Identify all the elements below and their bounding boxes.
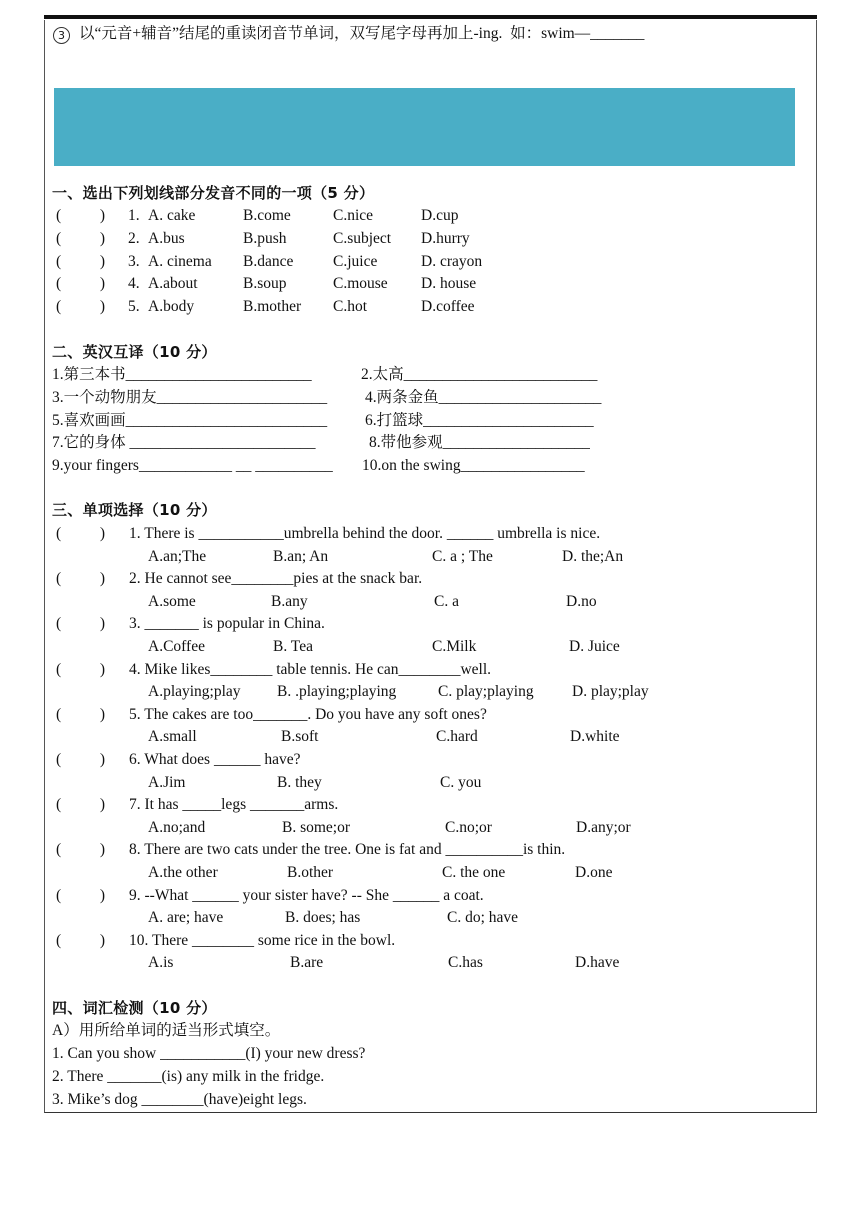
phonics-d: D.coffee [421,298,475,316]
option-c: C.has [448,954,483,972]
option-d: D. the;An [562,547,624,565]
question-paren: ( ) [56,886,106,904]
phonics-b: B.dance [243,252,294,270]
option-a: A.Jim [148,773,186,791]
phonics-num: 2. [128,229,140,247]
question-text: 7. It has _____legs _______arms. [129,796,339,814]
question-text: 10. There ________ some rice in the bowl. [129,931,396,949]
option-a: A.some [148,592,196,610]
translation-right: 8.带他参观___________________ [369,434,590,452]
question-paren: ( ) [56,796,106,814]
option-b: B. they [277,773,322,791]
option-a: A.is [148,954,174,972]
question-text: 2. He cannot see________pies at the snack bar. [129,570,423,588]
question-paren: ( ) [56,751,106,768]
phonics-a: A.body [148,298,195,316]
translation-left: 1.第三本书________________________ [52,366,312,383]
option-d: D. play;play [572,683,649,701]
phonics-c: C.nice [333,207,374,224]
phonics-d: D. house [421,275,477,293]
phonics-d: D. crayon [421,252,483,270]
option-d: D.any;or [576,818,631,836]
phonics-num: 5. [128,298,140,316]
translation-left: 5.喜欢画画__________________________ [52,411,328,429]
question-paren: ( ) [56,705,106,723]
question-text: 6. What does ______ have? [129,751,301,768]
option-b: B. does; has [285,909,361,927]
section4-instruction: A）用所给单词的适当形式填空。 [52,1022,281,1039]
question-text: 5. The cakes are too_______. Do you have any soft ones? [129,705,487,723]
option-c: C. play;playing [438,683,534,701]
question-paren: ( ) [56,570,106,588]
question-paren: ( ) [56,841,106,859]
translation-right: 2.太高_________________________ [361,366,598,383]
option-d: D. Juice [569,638,620,655]
question-text: 9. --What ______ your sister have? -- She ______ a coat. [129,886,484,904]
question-paren: ( ) [56,660,106,678]
translation-left: 9.your fingers____________ __ __________ [52,457,333,475]
phonics-b: B.mother [243,298,302,316]
phonics-d: D.cup [421,207,459,224]
phonics-paren: ( ) [56,229,106,247]
phonics-paren: ( ) [56,298,106,316]
option-a: A.an;The [148,547,207,565]
option-d: D.no [566,592,597,610]
phonics-a: A. cinema [148,252,212,270]
phonics-c: C.mouse [333,275,388,293]
section3-heading: 三、单项选择（10 分） [52,501,217,519]
phonics-d: D.hurry [421,229,470,247]
rule-number-badge: 3 [53,27,70,44]
translation-left: 3.一个动物朋友______________________ [52,388,328,406]
option-b: B. some;or [282,818,351,836]
option-c: C. a ; The [432,547,493,565]
option-b: B.any [271,592,308,610]
phonics-c: C.subject [333,229,392,247]
option-a: A. are; have [148,909,224,927]
banner-bar [54,88,795,166]
translation-right: 10.on the swing________________ [362,457,585,475]
option-d: D.one [575,864,613,881]
option-b: B.an; An [273,547,329,565]
option-b: B. .playing;playing [277,683,397,701]
phonics-num: 1. [128,207,140,224]
phonics-num: 4. [128,275,140,293]
phonics-a: A.about [148,275,198,293]
option-a: A.the other [148,864,218,881]
section4-heading: 四、词汇检测（10 分） [52,999,217,1017]
question-text: 8. There are two cats under the tree. One is fat and __________is thin. [129,841,566,859]
question-text: 3. _______ is popular in China. [129,615,325,633]
option-c: C.no;or [445,818,492,836]
option-a: A.Coffee [148,638,205,655]
question-paren: ( ) [56,615,106,633]
vocab-item: 1. Can you show ___________(I) your new dress? [52,1045,366,1062]
option-c: C. do; have [447,909,519,927]
rule-3-text: 以“元音+辅音”结尾的重读闭音节单词，双写尾字母再加上-ing. 如：swim—_______ [79,25,645,42]
phonics-a: A. cake [148,207,196,224]
option-d: D.white [570,728,620,746]
option-b: B.soft [281,728,319,746]
option-c: C.Milk [432,638,477,655]
phonics-b: B.push [243,229,287,247]
option-c: C. the one [442,864,506,881]
option-c: C. a [434,592,459,610]
translation-left: 7.它的身体 ________________________ [52,434,316,452]
phonics-paren: ( ) [56,252,106,270]
option-b: B. Tea [273,638,313,655]
option-d: D.have [575,954,620,972]
phonics-c: C.juice [333,252,378,270]
question-text: 1. There is ___________umbrella behind the door. ______ umbrella is nice. [129,525,601,542]
option-a: A.no;and [148,818,206,836]
vocab-item: 2. There _______(is) any milk in the fridge. [52,1067,325,1085]
phonics-num: 3. [128,252,140,270]
option-b: B.other [287,864,334,881]
section1-heading: 一、选出下列划线部分发音不同的一项（5 分） [52,184,375,202]
phonics-paren: ( ) [56,207,106,224]
section2-heading: 二、英汉互译（10 分） [52,343,217,361]
option-c: C. you [440,773,482,791]
phonics-paren: ( ) [56,275,106,293]
question-paren: ( ) [56,525,106,542]
option-a: A.playing;play [148,683,241,701]
phonics-a: A.bus [148,229,185,247]
phonics-b: B.come [243,207,291,224]
question-paren: ( ) [56,931,106,949]
top-rule [44,15,817,19]
phonics-c: C.hot [333,298,368,316]
translation-right: 6.打篮球______________________ [365,411,594,429]
translation-right: 4.两条金鱼_____________________ [365,388,602,406]
option-b: B.are [290,954,324,972]
question-text: 4. Mike likes________ table tennis. He can________well. [129,660,492,678]
option-a: A.small [148,728,197,746]
vocab-item: 3. Mike’s dog ________(have)eight legs. [52,1090,307,1108]
option-c: C.hard [436,728,478,746]
phonics-b: B.soup [243,275,287,293]
